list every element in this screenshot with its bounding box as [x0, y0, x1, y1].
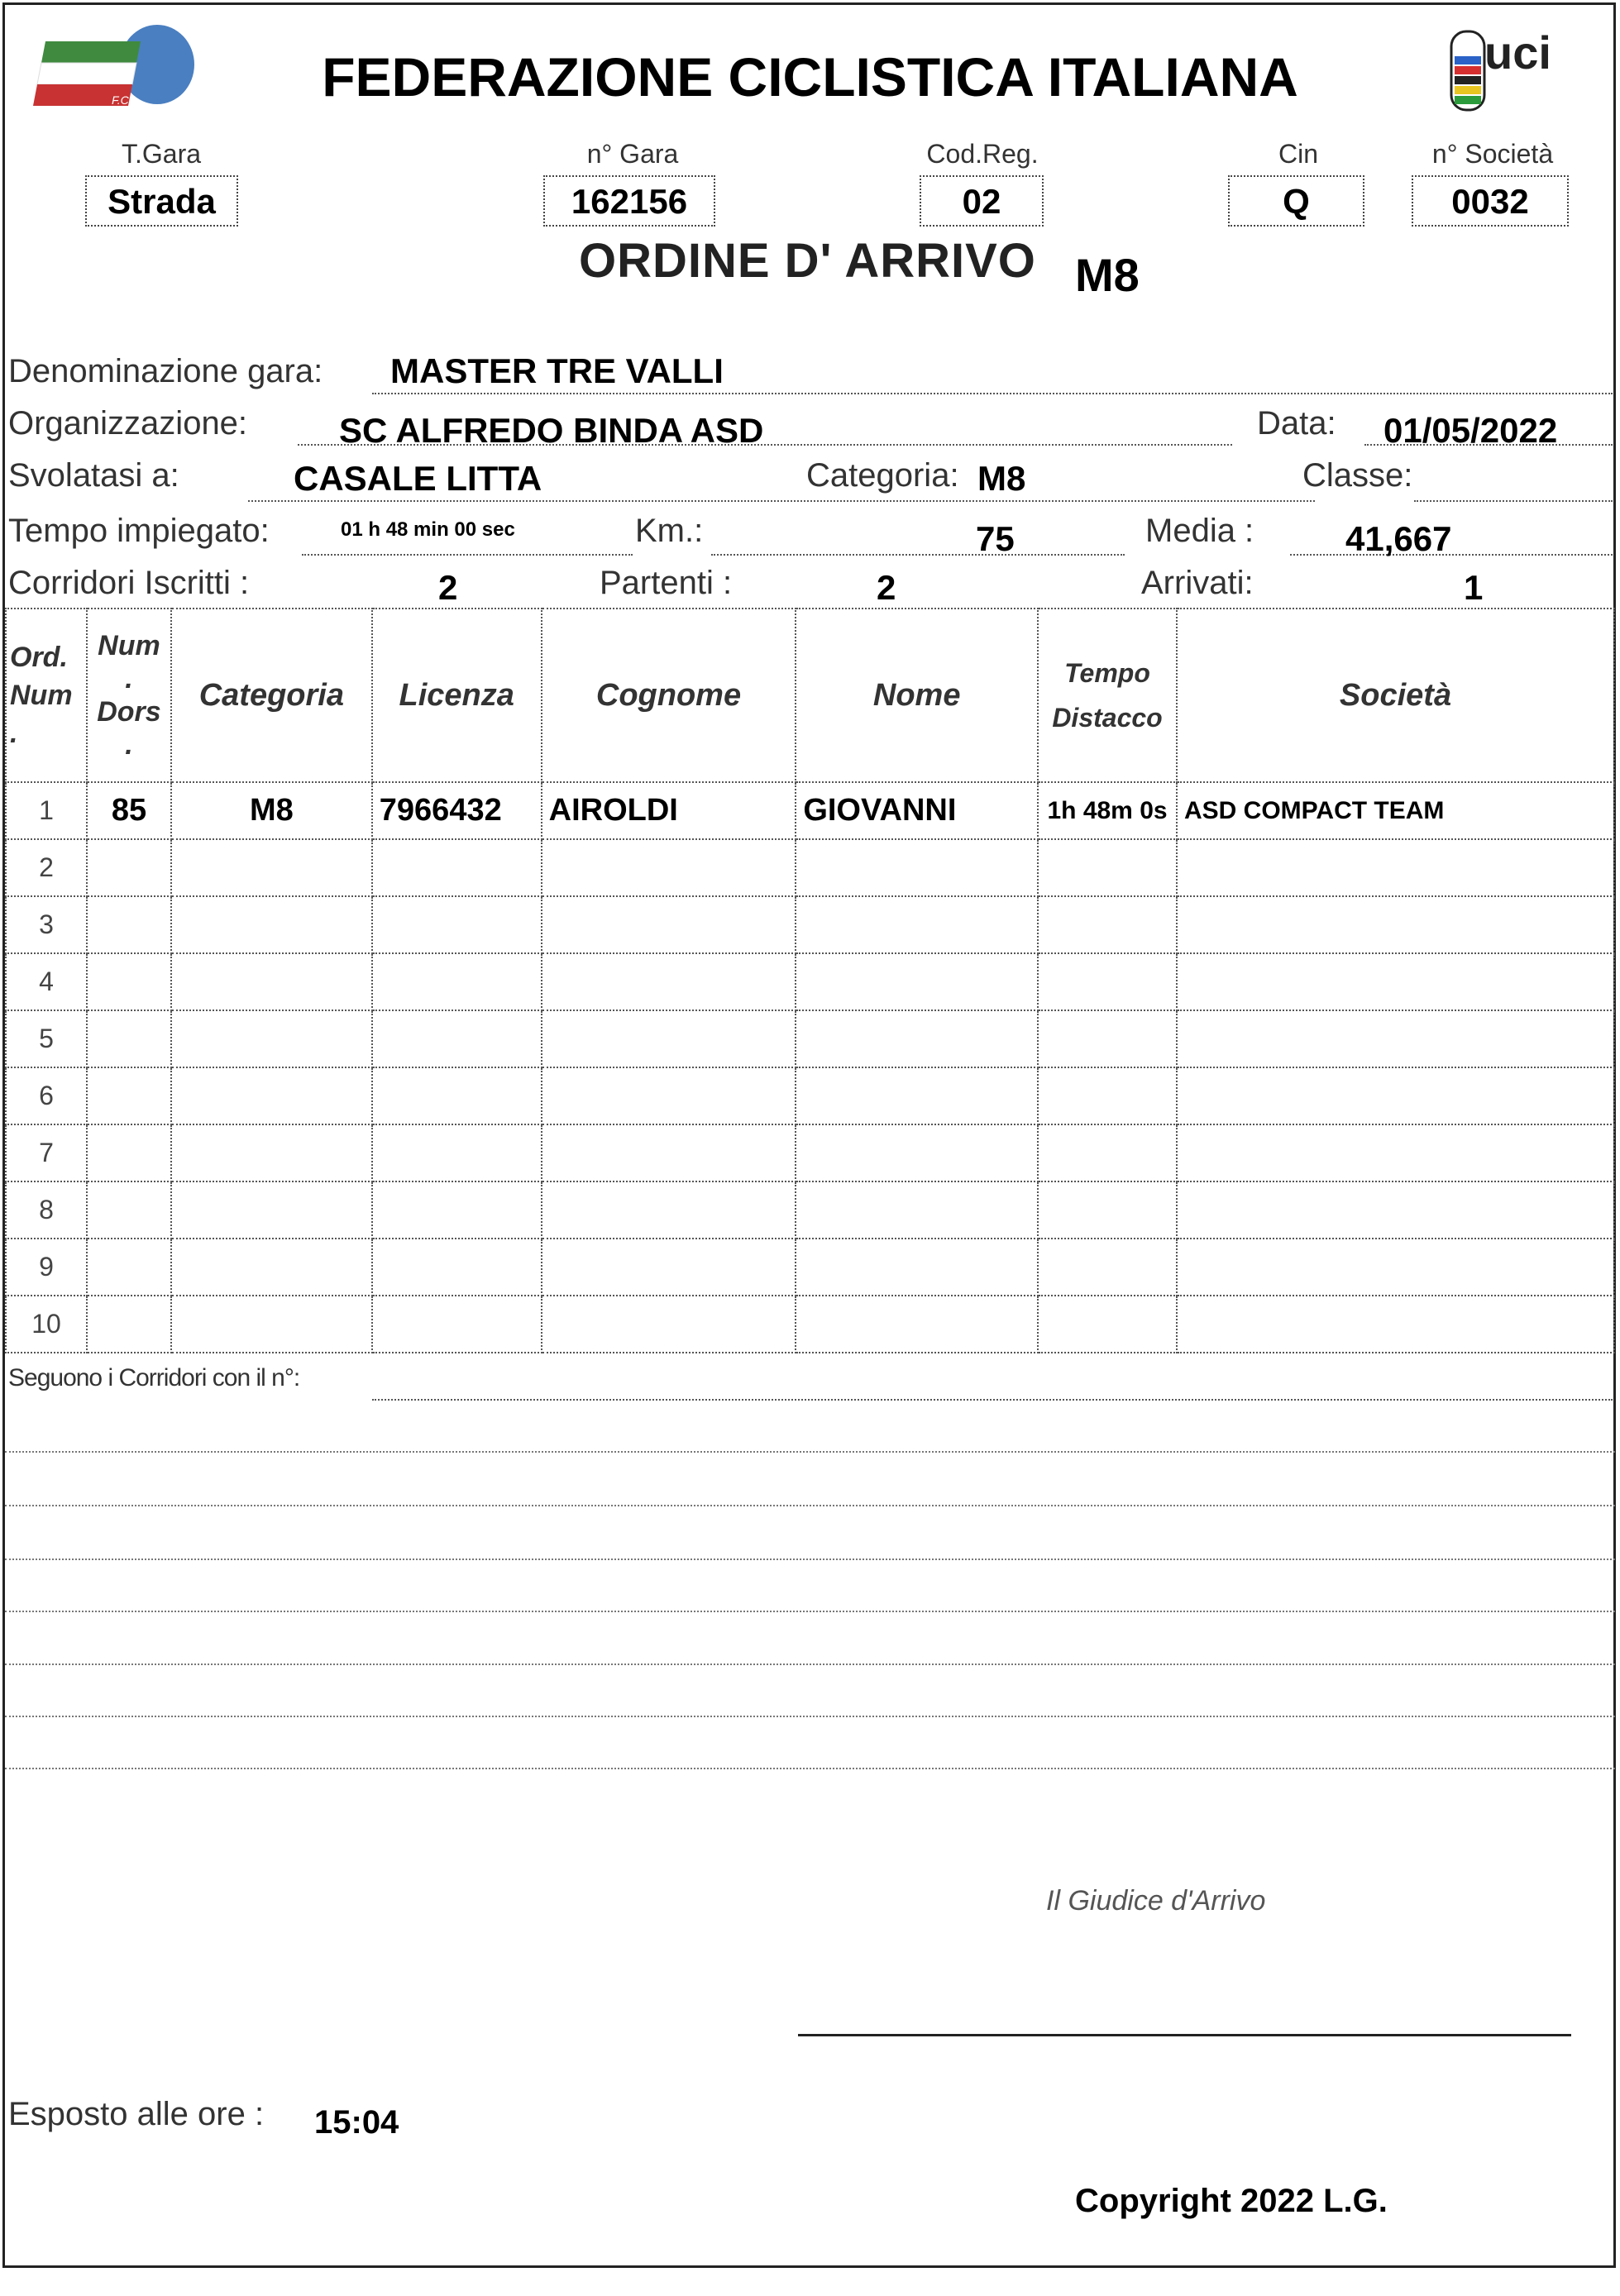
uci-logo: [1443, 23, 1592, 118]
cell-cognome: [542, 1010, 796, 1067]
cell-tempo: [1038, 896, 1177, 953]
partenti-value: 2: [877, 568, 896, 607]
giudice-label: Il Giudice d'Arrivo: [1046, 1885, 1266, 1917]
esposto-label: Esposto alle ore :: [8, 2096, 265, 2132]
cell-dors: [87, 1296, 171, 1353]
col-num-dors: Num . Dors .: [87, 609, 171, 782]
media-label: Media :: [1145, 513, 1254, 549]
denominazione-label: Denominazione gara:: [8, 353, 323, 389]
cell-nome: [796, 896, 1038, 953]
cell-ord: 3: [6, 896, 87, 953]
cell-societa: [1177, 896, 1614, 953]
cell-tempo: [1038, 1239, 1177, 1296]
cell-categoria: [171, 1124, 372, 1181]
cell-societa: [1177, 839, 1614, 896]
tempo-label: Tempo impiegato:: [8, 513, 270, 549]
cell-categoria: [171, 1067, 372, 1124]
cell-societa: [1177, 1296, 1614, 1353]
km-label: Km.:: [635, 513, 704, 549]
followup-line-6: [5, 1716, 1615, 1717]
n-societa-label: n° Società: [1431, 139, 1554, 169]
classe-label: Classe:: [1302, 457, 1413, 494]
organizzazione-value: SC ALFREDO BINDA ASD: [339, 411, 764, 450]
cell-dors: [87, 1067, 171, 1124]
seguono-line: [372, 1399, 1613, 1401]
fci-logo-text: F.C.I.: [112, 93, 139, 107]
cell-licenza: [372, 1239, 542, 1296]
cell-nome: [796, 1067, 1038, 1124]
categoria-value: M8: [977, 459, 1026, 498]
cell-societa: [1177, 1181, 1614, 1239]
cell-nome: [796, 1296, 1038, 1353]
iscritti-value: 2: [438, 568, 458, 607]
table-row: [6, 896, 1614, 953]
table-row: [6, 1296, 1614, 1353]
denominazione-line: [372, 393, 1613, 394]
followup-line-1: [5, 1451, 1615, 1453]
copyright: Copyright 2022 L.G.: [1075, 2183, 1388, 2219]
n-gara-label: n° Gara: [586, 139, 679, 169]
results-table: [5, 608, 1615, 1353]
data-label: Data:: [1257, 405, 1336, 442]
cell-licenza: [372, 1124, 542, 1181]
t-gara-box: Strada: [85, 175, 238, 227]
cell-tempo: [1038, 1124, 1177, 1181]
svolatasi-value: CASALE LITTA: [294, 459, 542, 498]
tempo-line: [302, 554, 633, 556]
cell-tempo: 1h 48m 0s: [1038, 782, 1177, 839]
cell-ord: 6: [6, 1067, 87, 1124]
data-value: 01/05/2022: [1383, 411, 1558, 450]
table-row: [6, 953, 1614, 1010]
cell-dors: 85: [87, 782, 171, 839]
cell-ord: 9: [6, 1239, 87, 1296]
arrivati-value: 1: [1464, 568, 1484, 607]
cell-societa: [1177, 1067, 1614, 1124]
cell-cognome: [542, 1124, 796, 1181]
cell-ord: 7: [6, 1124, 87, 1181]
followup-line-7: [5, 1768, 1615, 1769]
cell-categoria: [171, 953, 372, 1010]
cell-societa: [1177, 953, 1614, 1010]
table-row: [6, 1239, 1614, 1296]
cell-societa: [1177, 1010, 1614, 1067]
cell-cognome: [542, 953, 796, 1010]
table-row: [6, 839, 1614, 896]
cell-categoria: [171, 1296, 372, 1353]
cell-ord: 1: [6, 782, 87, 839]
cell-ord: 2: [6, 839, 87, 896]
n-societa-box: 0032: [1412, 175, 1569, 227]
cell-licenza: [372, 1067, 542, 1124]
cod-reg-box: 02: [920, 175, 1044, 227]
media-value: 41,667: [1345, 519, 1452, 558]
cell-licenza: [372, 1296, 542, 1353]
tempo-value: 01 h 48 min 00 sec: [341, 518, 515, 541]
cell-nome: [796, 1124, 1038, 1181]
cell-ord: 8: [6, 1181, 87, 1239]
cin-box: Q: [1228, 175, 1364, 227]
svolatasi-label: Svolatasi a:: [8, 457, 179, 494]
cell-cognome: AIROLDI: [542, 782, 796, 839]
cell-nome: [796, 953, 1038, 1010]
col-societa: Società: [1177, 609, 1614, 782]
table-row: [6, 1067, 1614, 1124]
followup-line-5: [5, 1664, 1615, 1665]
cell-dors: [87, 1181, 171, 1239]
cell-categoria: [171, 896, 372, 953]
cin-label: Cin: [1278, 139, 1318, 169]
table-row: [6, 1181, 1614, 1239]
t-gara-label: T.Gara: [121, 139, 202, 169]
cell-categoria: [171, 839, 372, 896]
table-row: [6, 1124, 1614, 1181]
table-row: [6, 782, 1614, 839]
cell-cognome: [542, 896, 796, 953]
followup-line-3: [5, 1559, 1615, 1560]
cell-tempo: [1038, 839, 1177, 896]
cell-ord: 10: [6, 1296, 87, 1353]
partenti-label: Partenti :: [600, 565, 733, 601]
followup-line-4: [5, 1611, 1615, 1612]
table-header-row: [6, 609, 1614, 782]
col-nome: Nome: [796, 609, 1038, 782]
cell-tempo: [1038, 1010, 1177, 1067]
cell-dors: [87, 1124, 171, 1181]
cell-tempo: [1038, 953, 1177, 1010]
cell-licenza: [372, 953, 542, 1010]
seguono-label: Seguono i Corridori con il n°:: [8, 1364, 300, 1391]
arrivati-label: Arrivati:: [1141, 565, 1254, 601]
cell-nome: [796, 839, 1038, 896]
svolatasi-line: [248, 500, 1315, 502]
col-licenza: Licenza: [372, 609, 542, 782]
cell-dors: [87, 953, 171, 1010]
cod-reg-label: Cod.Reg.: [926, 139, 1039, 169]
page-title: FEDERAZIONE CICLISTICA ITALIANA: [322, 46, 1298, 107]
organizzazione-label: Organizzazione:: [8, 405, 248, 442]
cell-cognome: [542, 1181, 796, 1239]
cell-cognome: [542, 839, 796, 896]
cell-societa: ASD COMPACT TEAM: [1177, 782, 1614, 839]
cell-ord: 4: [6, 953, 87, 1010]
cell-categoria: [171, 1010, 372, 1067]
cell-nome: [796, 1239, 1038, 1296]
cell-tempo: [1038, 1067, 1177, 1124]
cell-cognome: [542, 1239, 796, 1296]
cell-licenza: [372, 839, 542, 896]
followup-line-2: [5, 1505, 1615, 1506]
cell-cognome: [542, 1296, 796, 1353]
cell-dors: [87, 896, 171, 953]
doc-title: ORDINE D' ARRIVO: [579, 234, 1036, 288]
cell-categoria: M8: [171, 782, 372, 839]
cell-categoria: [171, 1239, 372, 1296]
signature-line: [798, 2034, 1571, 2036]
cell-licenza: [372, 1010, 542, 1067]
cell-licenza: [372, 896, 542, 953]
cell-societa: [1177, 1239, 1614, 1296]
cell-categoria: [171, 1181, 372, 1239]
cell-ord: 5: [6, 1010, 87, 1067]
n-gara-box: 162156: [543, 175, 715, 227]
categoria-label: Categoria:: [806, 457, 959, 494]
cell-licenza: 7966432: [372, 782, 542, 839]
cell-licenza: [372, 1181, 542, 1239]
denominazione-value: MASTER TRE VALLI: [390, 351, 724, 390]
cell-nome: GIOVANNI: [796, 782, 1038, 839]
esposto-value: 15:04: [314, 2104, 399, 2141]
iscritti-label: Corridori Iscritti :: [8, 565, 250, 601]
cell-dors: [87, 1010, 171, 1067]
classe-line: [1414, 500, 1613, 502]
col-cognome: Cognome: [542, 609, 796, 782]
col-ord-num: Ord. Num .: [6, 609, 87, 782]
table-row: [6, 1010, 1614, 1067]
cell-dors: [87, 1239, 171, 1296]
cell-cognome: [542, 1067, 796, 1124]
col-tempo: Tempo Distacco: [1038, 609, 1177, 782]
cell-dors: [87, 839, 171, 896]
cell-tempo: [1038, 1296, 1177, 1353]
col-categoria: Categoria: [171, 609, 372, 782]
uci-logo-text: uci: [1484, 26, 1551, 79]
km-line: [711, 554, 1125, 556]
category-badge: M8: [1075, 249, 1140, 301]
cell-tempo: [1038, 1181, 1177, 1239]
cell-nome: [796, 1181, 1038, 1239]
cell-societa: [1177, 1124, 1614, 1181]
cell-nome: [796, 1010, 1038, 1067]
km-value: 75: [976, 519, 1015, 558]
